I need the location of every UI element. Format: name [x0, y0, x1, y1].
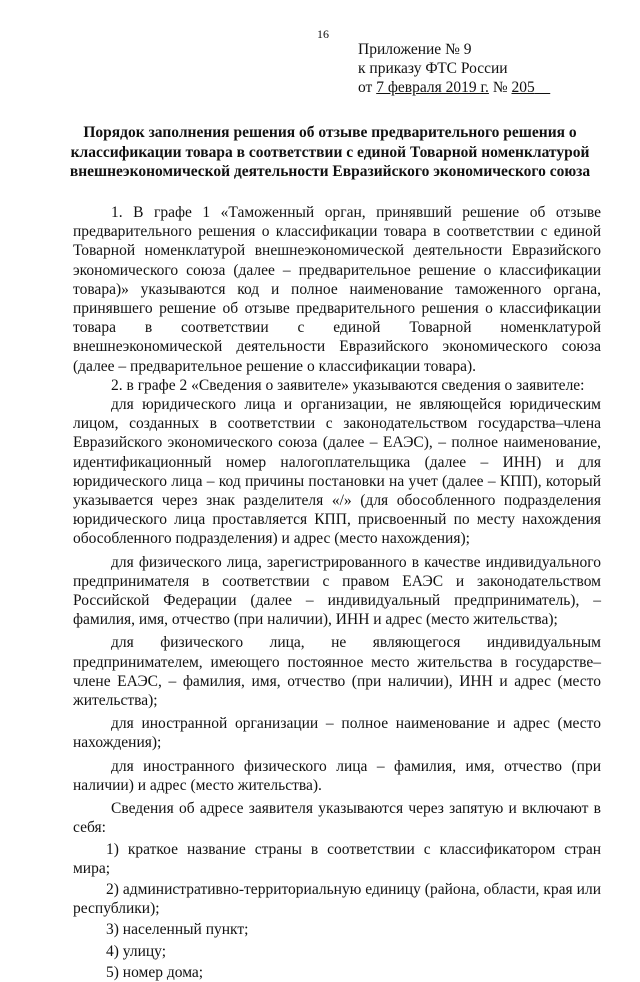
appendix-number: Приложение № 9 — [358, 41, 472, 58]
appendix-header — [358, 40, 550, 97]
paragraph-individual: для физического лица, не являющегося индивидуальным предпринимателем, имеющего постоянное место жительства в государстве–члене ЕАЭС, – фамилия, имя, отчество (при наличии), ИНН и адрес (место жительства); — [73, 634, 601, 710]
list-item: 4) улицу; — [106, 942, 167, 960]
order-number: 205 — [511, 79, 535, 96]
date-prefix: от — [358, 79, 377, 96]
list-item: 2) административно-территориальную единицу (района, области, края или республики); — [73, 880, 601, 918]
order-date: 7 февраля 2019 г. — [376, 79, 489, 96]
paragraph-foreign-organization: для иностранной организации – полное наименование и адрес (место нахождения); — [73, 715, 601, 752]
paragraph-2: 2. в графе 2 «Сведения о заявителе» указываются сведения о заявителе: — [111, 376, 585, 394]
paragraph-address: Сведения об адресе заявителя указываются через запятую и включают в себя: — [73, 800, 601, 837]
document-title: Порядок заполнения решения об отзыве предварительного решения о классификации товара в соответствии с единой Товарной номенклатурой внешнеэкономической деятельности Евразийского экономического союза — [69, 124, 591, 180]
list-item: 1) краткое название страны в соответствии с классификатором стран мира; — [73, 840, 601, 877]
order-date-line — [358, 78, 550, 97]
number-prefix: № — [488, 79, 512, 96]
paragraph-foreign-individual: для иностранного физического лица – фамилия, имя, отчество (при наличии) и адрес (место жительства). — [73, 757, 601, 794]
order-reference: к приказу ФТС России — [358, 60, 508, 77]
list-item: 5) номер дома; — [106, 963, 204, 981]
page-number: 16 — [317, 27, 329, 41]
document-body — [73, 201, 601, 982]
list-item: 3) населенный пункт; — [106, 921, 249, 939]
paragraph-1: 1. В графе 1 «Таможенный орган, принявший решение об отзыве предварительного решения о классификации товара в соответствии с единой Товарной номенклатурой внешнеэкономической деятельности Евразийского экономического союза (далее – предварительное решение о классификации товара)» указываются код и полное наименование таможенного органа, принявшего решение об отзыве предварительного решения о классификации товара в соответствии с единой Товарной номенклатурой внешнеэкономической деятельности Евразийского экономического союза (далее – предварительное решение о классификации товара). — [73, 204, 601, 375]
paragraph-legal-entity: для юридического лица и организации, не являющейся юридическим лицом, созданных в соответствии с законодательством государства–члена Евразийского экономического союза (далее – ЕАЭС), – полное наименование, идентификационный номер налогоплательщика (далее – ИНН) и для юридического лица – код причины постановки на учет (далее – КПП), который указывается через знак разделителя «/» (для обособленного подразделения юридического лица проставляется КПП, присвоенный по месту нахождения обособленного подразделения) и адрес (место нахождения); — [73, 396, 601, 548]
order-number-underline — [535, 79, 551, 96]
paragraph-entrepreneur: для физического лица, зарегистрированного в качестве индивидуального предпринимателя в соответствии с правом ЕАЭС и законодательством Российской Федерации (далее – индивидуальный предприниматель), – фамилия, имя, отчество (при наличии), ИНН и адрес (место жительства); — [73, 553, 601, 629]
